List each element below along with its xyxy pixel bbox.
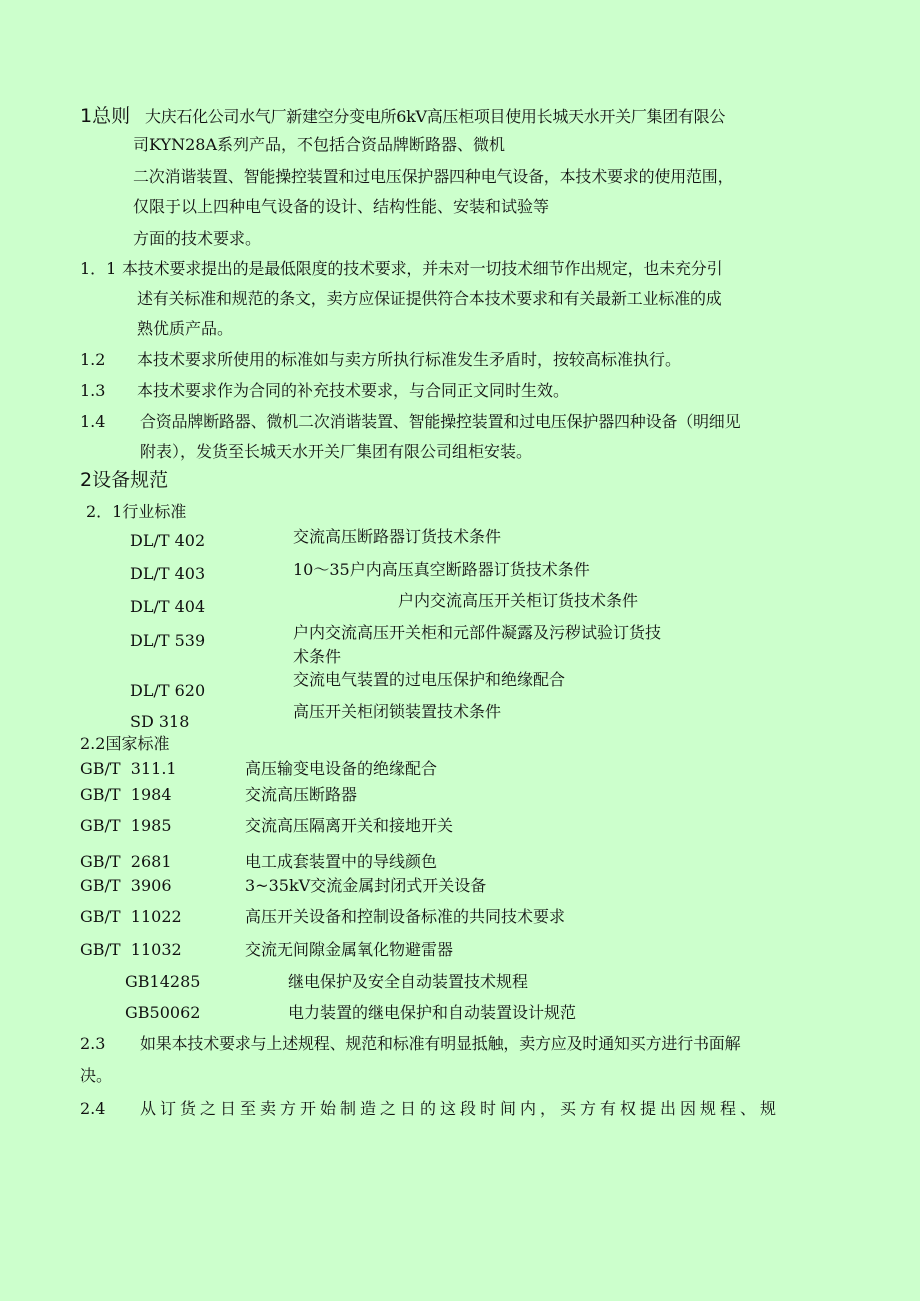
industry-code-1: DL/T 402 — [130, 531, 206, 550]
clause-1-4-line-1: 合资品牌断路器、微机二次消谐装置、智能操控装置和过电压保护器四种设备（明细见 — [140, 412, 741, 431]
industry-code-5: DL/T 620 — [130, 681, 206, 700]
clause-1-1-number: 1．1 — [80, 259, 117, 278]
national-name-8: 继电保护及安全自动装置技术规程 — [288, 972, 529, 991]
national-standards-title: 2.2国家标准 — [80, 734, 170, 753]
clause-2-4-line-1: 从订货之日至卖方开始制造之日的这段时间内，买方有权提出因规程、规 — [140, 1099, 781, 1118]
industry-name-4: 户内交流高压开关柜和元部件凝露及污秽试验订货技 — [293, 623, 662, 642]
national-name-7: 交流无间隙金属氧化物避雷器 — [245, 940, 454, 959]
intro-line-2: 司KYN28A系列产品，不包括合资品牌断路器、微机 — [133, 135, 506, 154]
clause-1-3-number: 1.3 — [80, 381, 106, 400]
industry-name-6: 高压开关柜闭锁装置技术条件 — [293, 702, 502, 721]
clause-1-4-number: 1.4 — [80, 412, 106, 431]
clause-2-3-number: 2.3 — [80, 1034, 106, 1053]
national-name-1: 高压输变电设备的绝缘配合 — [245, 759, 438, 778]
clause-1-4-line-2: 附表），发货至长城天水开关厂集团有限公司组柜安装。 — [140, 442, 533, 461]
national-name-9: 电力装置的继电保护和自动装置设计规范 — [288, 1003, 577, 1022]
industry-name-2: 10～35户内高压真空断路器订货技术条件 — [293, 560, 590, 579]
industry-name-3: 户内交流高压开关柜订货技术条件 — [398, 591, 639, 610]
industry-code-6: SD 318 — [130, 712, 190, 731]
section-1-heading: 1总则 — [80, 105, 131, 127]
industry-standards-title: 2．1行业标准 — [86, 502, 187, 521]
section-2-heading: 2设备规范 — [80, 469, 169, 491]
clause-1-3-text: 本技术要求作为合同的补充技术要求，与合同正文同时生效。 — [137, 381, 570, 400]
national-code-9: GB50062 — [125, 1003, 201, 1022]
industry-name-1: 交流高压断路器订货技术条件 — [293, 527, 502, 546]
national-code-6: GB/T 11022 — [80, 907, 182, 926]
intro-line-5: 方面的技术要求。 — [133, 229, 262, 248]
clause-1-1-line-3: 熟优质产品。 — [137, 319, 234, 338]
clause-2-3-line-2: 决。 — [80, 1066, 113, 1085]
clause-1-1-line-2: 述有关标准和规范的条文，卖方应保证提供符合本技术要求和有关最新工业标准的成 — [137, 289, 722, 308]
industry-name-5: 交流电气装置的过电压保护和绝缘配合 — [293, 670, 566, 689]
national-code-2: GB/T 1984 — [80, 785, 172, 804]
national-name-2: 交流高压断路器 — [245, 785, 358, 804]
industry-code-2: DL/T 403 — [130, 564, 206, 583]
national-code-8: GB14285 — [125, 972, 201, 991]
intro-line-4: 仅限于以上四种电气设备的设计、结构性能、安装和试验等 — [133, 197, 550, 216]
clause-1-2-number: 1.2 — [80, 350, 106, 369]
intro-line-1: 大庆石化公司水气厂新建空分变电所6kV高压柜项目使用长城天水开关厂集团有限公 — [145, 107, 726, 126]
national-name-6: 高压开关设备和控制设备标准的共同技术要求 — [245, 907, 566, 926]
national-name-5: 3~35kV交流金属封闭式开关设备 — [245, 876, 487, 895]
clause-2-3-line-1: 如果本技术要求与上述规程、规范和标准有明显抵触，卖方应及时通知买方进行书面解 — [140, 1034, 741, 1053]
industry-code-4: DL/T 539 — [130, 631, 206, 650]
national-code-3: GB/T 1985 — [80, 816, 172, 835]
national-code-5: GB/T 3906 — [80, 876, 172, 895]
national-code-1: GB/T 311.1 — [80, 759, 177, 778]
industry-name-4-cont: 术条件 — [293, 647, 342, 666]
clause-1-2-text: 本技术要求所使用的标准如与卖方所执行标准发生矛盾时，按较高标准执行。 — [137, 350, 682, 369]
national-name-3: 交流高压隔离开关和接地开关 — [245, 816, 454, 835]
clause-2-4-number: 2.4 — [80, 1099, 106, 1118]
national-code-7: GB/T 11032 — [80, 940, 182, 959]
national-code-4: GB/T 2681 — [80, 852, 172, 871]
industry-code-3: DL/T 404 — [130, 597, 206, 616]
intro-line-3: 二次消谐装置、智能操控装置和过电压保护器四种电气设备，本技术要求的使用范围， — [133, 167, 734, 186]
clause-1-1-line-1: 本技术要求提出的是最低限度的技术要求，并未对一切技术细节作出规定，也未充分引 — [122, 259, 723, 278]
national-name-4: 电工成套装置中的导线颜色 — [245, 852, 438, 871]
